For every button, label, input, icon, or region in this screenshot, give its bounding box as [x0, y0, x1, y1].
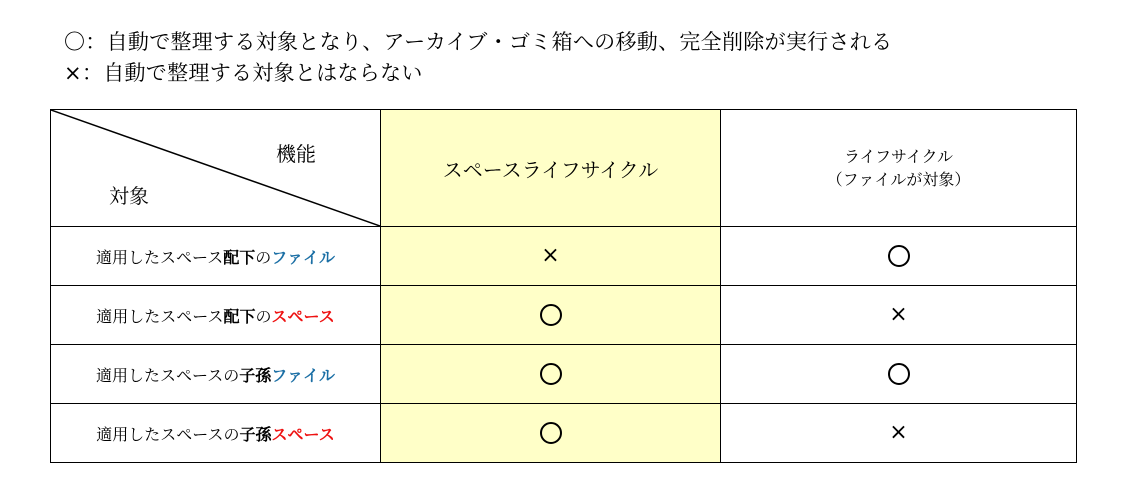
corner-function-label: 機能	[276, 142, 316, 166]
lifecycle-mark-cell	[721, 345, 1077, 404]
lifecycle-mark-cell	[721, 227, 1077, 286]
row-label-cell	[51, 286, 381, 345]
table-row	[51, 227, 1077, 286]
diagonal-line	[51, 110, 380, 226]
row-label-bold: 配下	[223, 247, 256, 267]
circle-mark-icon	[888, 363, 910, 385]
row-label-cell	[51, 345, 381, 404]
row-label	[96, 248, 335, 267]
row-label-prefix: 適用したスペース	[96, 247, 224, 267]
row-label-cell	[51, 227, 381, 286]
header-lifecycle-sublabel: （ファイルが対象）	[826, 170, 971, 189]
lifecycle-mark-cell	[721, 286, 1077, 345]
cross-mark-icon: ×	[889, 302, 908, 327]
row-label-prefix: 適用したスペースの	[96, 365, 240, 385]
row-label-bold: 配下	[223, 306, 256, 326]
cross-mark-icon: ×	[889, 420, 908, 445]
corner-cell	[51, 110, 381, 227]
cross-mark-icon: ×	[541, 243, 560, 268]
row-label-mid: の	[255, 247, 272, 267]
circle-mark-icon	[888, 245, 910, 267]
circle-mark-icon	[540, 304, 562, 326]
table-row	[51, 286, 1077, 345]
header-lifecycle-label: ライフサイクル	[843, 147, 954, 166]
row-label-emphasis: スペース	[271, 424, 335, 444]
table-row	[51, 345, 1077, 404]
row-label-prefix: 適用したスペース	[96, 306, 224, 326]
row-label-emphasis: ファイル	[271, 247, 335, 267]
legend-circle-line: 〇：自動で整理する対象となり、アーカイブ・ゴミ箱への移動、完全削除が実行される	[64, 30, 893, 54]
corner-target-label: 対象	[109, 184, 149, 208]
row-label-mid: の	[255, 306, 272, 326]
row-label-emphasis: ファイル	[271, 365, 335, 385]
space-lifecycle-mark-cell	[381, 345, 721, 404]
row-label-cell	[51, 404, 381, 463]
comparison-table	[50, 109, 1077, 463]
row-label-bold: 子孫	[239, 424, 272, 444]
lifecycle-mark-cell	[721, 404, 1077, 463]
legend-cross-line: ×：自動で整理する対象とはならない	[64, 61, 423, 85]
space-lifecycle-mark-cell	[381, 286, 721, 345]
row-label	[96, 425, 334, 444]
header-space-lifecycle-label: スペースライフサイクル	[442, 157, 659, 182]
row-label-bold: 子孫	[239, 365, 272, 385]
circle-mark-icon	[540, 363, 562, 385]
row-label-emphasis: スペース	[271, 306, 335, 326]
space-lifecycle-mark-cell	[381, 227, 721, 286]
row-label-prefix: 適用したスペースの	[96, 424, 240, 444]
table-row	[51, 404, 1077, 463]
row-label	[96, 307, 334, 326]
space-lifecycle-mark-cell	[381, 404, 721, 463]
header-space-lifecycle	[381, 110, 721, 227]
header-lifecycle	[721, 110, 1077, 227]
circle-mark-icon	[540, 422, 562, 444]
table-header-row	[51, 110, 1077, 227]
row-label	[96, 366, 335, 385]
legend	[64, 27, 892, 89]
